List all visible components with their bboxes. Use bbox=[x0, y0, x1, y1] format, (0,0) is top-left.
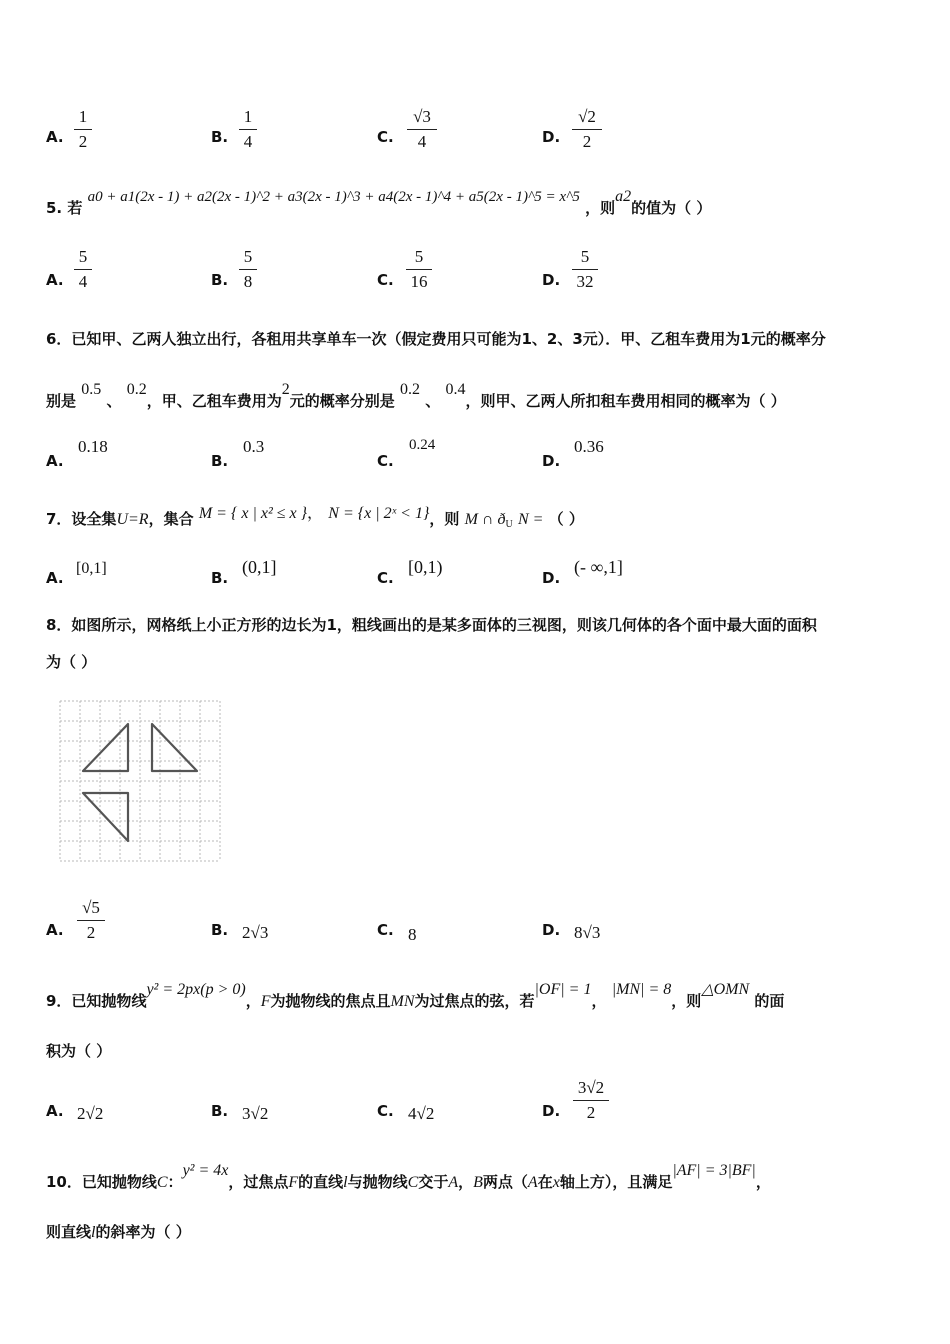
q7-set-m: M = { x | x² ≤ x } bbox=[198, 505, 308, 522]
q7-expression: M ∩ ð bbox=[464, 511, 506, 528]
denominator: 2 bbox=[586, 1103, 596, 1122]
q8-option-d-letter[interactable]: D. bbox=[542, 921, 561, 939]
q7-text: 7．设全集 bbox=[46, 510, 117, 528]
q4-option-b-fraction[interactable] bbox=[239, 107, 257, 152]
q9-option-a-value[interactable]: 2√2 bbox=[77, 1104, 104, 1123]
q8-option-a-letter[interactable]: A. bbox=[46, 921, 64, 939]
q9-text: ，则 bbox=[671, 992, 702, 1010]
numerator: √3 bbox=[413, 107, 431, 126]
question-6-line-2 bbox=[46, 381, 786, 413]
q4-option-b-letter[interactable]: B. bbox=[211, 128, 229, 146]
q9-option-d-fraction[interactable] bbox=[573, 1078, 609, 1123]
question-9-line-2: 积为（ ） bbox=[46, 1042, 112, 1060]
q10-text: ， bbox=[458, 1173, 474, 1191]
q5-option-d-fraction[interactable] bbox=[572, 247, 598, 292]
q8-option-b-value[interactable]: 2√3 bbox=[242, 923, 269, 942]
q10-line: l bbox=[91, 1224, 96, 1241]
question-10-line-1 bbox=[46, 1162, 771, 1194]
q9-focus: F bbox=[260, 993, 271, 1010]
q6-text: ，甲、乙租车费用为 bbox=[146, 392, 282, 410]
q10-text: 则直线 bbox=[46, 1223, 92, 1241]
numerator: 1 bbox=[78, 107, 88, 126]
q7-option-b-letter[interactable]: B. bbox=[211, 569, 229, 587]
numerator: √2 bbox=[578, 107, 596, 126]
q10-text: 与抛物线 bbox=[347, 1173, 408, 1191]
numerator: 1 bbox=[243, 107, 253, 126]
q5-prefix: 若 bbox=[67, 199, 83, 217]
q10-curve: C bbox=[407, 1174, 419, 1191]
q10-curve: C bbox=[156, 1174, 168, 1191]
q7-answer-paren: （ ） bbox=[548, 510, 584, 528]
q5-target: a2 bbox=[615, 188, 632, 205]
q10-text: 轴上方），且满足 bbox=[559, 1173, 673, 1191]
q6-option-b-letter[interactable]: B. bbox=[211, 452, 229, 470]
denominator: 16 bbox=[410, 272, 428, 291]
q6-probability: 0.5 bbox=[81, 381, 102, 398]
q10-axis: x bbox=[552, 1174, 560, 1191]
numerator: 3√2 bbox=[577, 1078, 605, 1097]
three-view-grid-figure bbox=[57, 698, 223, 864]
question-6-line-1: 6．已知甲、乙两人独立出行，各租用共享单车一次（假定费用只可能为1、2、3元）．甲、乙租车费用为1元的概率分 bbox=[46, 330, 826, 348]
q5-middle: ，则 bbox=[585, 199, 616, 217]
q5-option-d-letter[interactable]: D. bbox=[542, 271, 561, 289]
q7-option-c-letter[interactable]: C. bbox=[377, 569, 394, 587]
q4-option-a-fraction[interactable] bbox=[74, 107, 92, 152]
q6-probability: 0.2 bbox=[400, 381, 420, 398]
q5-option-b-fraction[interactable] bbox=[239, 247, 257, 292]
q9-of-length: |OF| = 1 bbox=[534, 981, 592, 998]
q10-text: 在 bbox=[537, 1173, 553, 1191]
q7-option-a-value[interactable]: [0,1] bbox=[76, 560, 107, 577]
q6-option-c-value[interactable]: 0.24 bbox=[409, 437, 436, 453]
q10-point-a: A bbox=[527, 1174, 538, 1191]
q8-option-c-letter[interactable]: C. bbox=[377, 921, 394, 939]
numerator: 5 bbox=[243, 247, 253, 266]
numerator: 5 bbox=[414, 247, 424, 266]
q5-option-b-letter[interactable]: B. bbox=[211, 271, 229, 289]
denominator: 32 bbox=[576, 272, 594, 291]
q5-option-a-letter[interactable]: A. bbox=[46, 271, 64, 289]
q7-option-c-value[interactable]: [0,1) bbox=[408, 557, 443, 577]
q10-focus: F bbox=[288, 1174, 299, 1191]
q4-option-d-letter[interactable]: D. bbox=[542, 128, 561, 146]
q8-option-c-value[interactable]: 8 bbox=[408, 925, 417, 944]
q10-text: 的直线 bbox=[298, 1173, 344, 1191]
q4-option-c-letter[interactable]: C. bbox=[377, 128, 394, 146]
side-view-triangle bbox=[152, 724, 197, 771]
q9-option-c-value[interactable]: 4√2 bbox=[408, 1104, 435, 1123]
q9-text: 为过焦点的弦，若 bbox=[414, 992, 535, 1010]
question-5 bbox=[46, 188, 712, 220]
numerator: 5 bbox=[78, 247, 88, 266]
q4-option-d-fraction[interactable] bbox=[572, 107, 602, 152]
q6-cost: 2 bbox=[281, 381, 290, 398]
q5-option-c-fraction[interactable] bbox=[406, 247, 432, 292]
denominator: 4 bbox=[78, 272, 88, 291]
numerator: √5 bbox=[82, 898, 100, 917]
q9-text: 9．已知抛物线 bbox=[46, 992, 147, 1010]
q9-option-a-letter[interactable]: A. bbox=[46, 1102, 64, 1120]
front-view-triangle bbox=[83, 724, 128, 771]
question-8-line-2: 为（ ） bbox=[46, 653, 97, 671]
top-view-triangle bbox=[83, 793, 128, 841]
denominator: 2 bbox=[86, 923, 96, 942]
q10-equation: y² = 4x bbox=[182, 1162, 229, 1179]
q7-expression-subscript: U bbox=[505, 519, 513, 530]
q10-text: ： bbox=[167, 1173, 183, 1191]
q6-probability: 0.2 bbox=[126, 381, 147, 398]
question-number: 5. bbox=[46, 199, 63, 217]
denominator: 4 bbox=[243, 132, 253, 151]
q10-point-a: A bbox=[448, 1174, 459, 1191]
q6-option-d-letter[interactable]: D. bbox=[542, 452, 561, 470]
q8-option-a-fraction[interactable] bbox=[77, 898, 105, 943]
q6-option-c-letter[interactable]: C. bbox=[377, 452, 394, 470]
grid-lines bbox=[60, 701, 220, 861]
q6-text: 元的概率分别是 bbox=[289, 392, 395, 410]
question-7: 7．设全集U=R，集合 M = { x | x² ≤ x }， N = {x | 2ˣ < 1}，则 M ∩ $ð_U$ N = （ ） bbox=[46, 505, 584, 530]
q6-option-a-letter[interactable]: A. bbox=[46, 452, 64, 470]
q5-formula: a0 + a1(2x - 1) + a2(2x - 1)^2 + a3(2x - 1)^3 + a4(2x - 1)^4 + a5(2x - 1)^5 = x^5 bbox=[87, 189, 580, 205]
q10-text: ，过焦点 bbox=[228, 1173, 289, 1191]
question-8-line-1: 8．如图所示，网格纸上小正方形的边长为1，粗线画出的是某多面体的三视图，则该几何体的各个面中最大面的面积 bbox=[46, 616, 817, 634]
q6-probability: 0.4 bbox=[445, 381, 466, 398]
denominator: 4 bbox=[417, 132, 427, 151]
q9-option-d-letter[interactable]: D. bbox=[542, 1102, 561, 1120]
numerator: 5 bbox=[580, 247, 590, 266]
q8-option-b-letter[interactable]: B. bbox=[211, 921, 229, 939]
q9-text: 的面 bbox=[754, 992, 785, 1010]
q6-separator: 、 bbox=[106, 392, 122, 410]
q7-option-d-letter[interactable]: D. bbox=[542, 569, 561, 587]
q10-text: 两点（ bbox=[482, 1173, 528, 1191]
q7-expression-end: N = bbox=[517, 511, 544, 528]
q10-text: 交于 bbox=[418, 1173, 449, 1191]
q4-option-c-fraction[interactable] bbox=[407, 107, 437, 152]
q9-option-c-letter[interactable]: C. bbox=[377, 1102, 394, 1120]
denominator: 2 bbox=[582, 132, 592, 151]
q7-universe: U=R bbox=[116, 511, 149, 528]
q10-point-b: B bbox=[473, 1174, 483, 1191]
q6-option-b-value[interactable]: 0.3 bbox=[243, 437, 265, 456]
q6-separator: 、 bbox=[425, 392, 441, 410]
q5-option-a-fraction[interactable] bbox=[74, 247, 92, 292]
q7-option-b-value[interactable]: (0,1] bbox=[242, 557, 277, 577]
q6-option-d-value[interactable]: 0.36 bbox=[574, 437, 604, 456]
q7-option-a-letter[interactable]: A. bbox=[46, 569, 64, 587]
q7-option-d-value[interactable]: (- ∞,1] bbox=[574, 557, 623, 577]
q10-text: 10．已知抛物线 bbox=[46, 1173, 157, 1191]
q10-line: l bbox=[343, 1174, 348, 1191]
q6-option-a-value[interactable]: 0.18 bbox=[78, 437, 108, 456]
q9-text: ， bbox=[591, 992, 607, 1010]
q6-text: ，则甲、乙两人所扣租车费用相同的概率为（ ） bbox=[465, 392, 786, 410]
q7-text: ，集合 bbox=[148, 510, 194, 528]
q4-option-a-letter[interactable]: A. bbox=[46, 128, 64, 146]
q10-text: ， bbox=[755, 1173, 771, 1191]
q5-suffix: 的值为（ ） bbox=[631, 199, 712, 217]
q9-chord: MN bbox=[390, 993, 415, 1010]
q10-text: 的斜率为（ ） bbox=[95, 1223, 191, 1241]
q7-text: ，则 bbox=[429, 510, 460, 528]
q9-text: 为抛物线的焦点且 bbox=[270, 992, 391, 1010]
q9-text: ， bbox=[245, 992, 261, 1010]
q5-option-c-letter[interactable]: C. bbox=[377, 271, 394, 289]
q9-option-b-value[interactable]: 3√2 bbox=[242, 1104, 269, 1123]
q6-text: 别是 bbox=[46, 392, 77, 410]
q8-option-d-value[interactable]: 8√3 bbox=[574, 923, 601, 942]
q10-condition: |AF| = 3|BF| bbox=[672, 1162, 756, 1179]
q7-set-n: N = {x | 2ˣ < 1} bbox=[328, 505, 430, 522]
denominator: 8 bbox=[243, 272, 253, 291]
q9-option-b-letter[interactable]: B. bbox=[211, 1102, 229, 1120]
q9-triangle: △OMN bbox=[701, 981, 750, 998]
denominator: 2 bbox=[78, 132, 88, 151]
q9-mn-length: |MN| = 8 bbox=[611, 981, 672, 998]
question-10-line-2 bbox=[46, 1221, 191, 1244]
question-9-line-1 bbox=[46, 981, 785, 1013]
q9-parabola: y² = 2px(p > 0) bbox=[146, 981, 246, 998]
